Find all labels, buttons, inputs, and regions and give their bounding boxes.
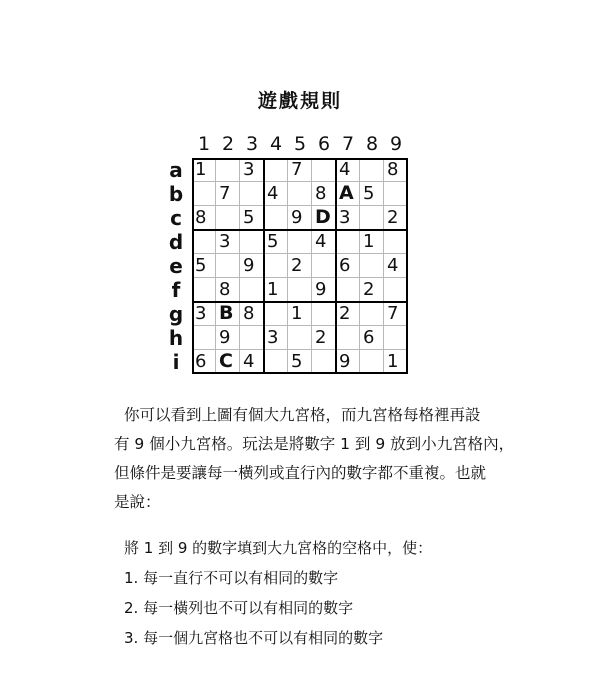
intro-line: 有 9 個小九宮格。玩法是將數字 1 到 9 放到小九宮格內， — [114, 435, 515, 453]
column-label: 7 — [341, 133, 355, 155]
grid-cell: C — [216, 350, 240, 374]
grid-cell: 1 — [384, 350, 408, 374]
grid-cell: 2 — [288, 254, 312, 278]
grid-cell: 8 — [312, 182, 336, 206]
grid-cell — [288, 326, 312, 350]
grid-cell: 9 — [288, 206, 312, 230]
grid-cell — [336, 278, 360, 302]
grid-cell — [240, 326, 264, 350]
grid-cell: 6 — [360, 326, 384, 350]
grid-cell — [192, 182, 216, 206]
grid-cell — [360, 254, 384, 278]
grid-cell: 9 — [312, 278, 336, 302]
grid-cell — [384, 230, 408, 254]
grid-cell: 2 — [360, 278, 384, 302]
row-label: a — [169, 158, 183, 182]
grid-cell — [360, 350, 384, 374]
grid-cell — [312, 158, 336, 182]
grid-cell: 7 — [216, 182, 240, 206]
row-label: i — [172, 350, 180, 374]
grid-cell — [288, 182, 312, 206]
grid-cell: 1 — [192, 158, 216, 182]
grid-cell — [312, 350, 336, 374]
row-label: e — [169, 254, 183, 278]
grid-cell: 6 — [192, 350, 216, 374]
grid-cell — [336, 230, 360, 254]
grid-cell: 4 — [336, 158, 360, 182]
row-label: g — [168, 302, 184, 326]
grid-cell — [384, 278, 408, 302]
grid-cell — [240, 182, 264, 206]
grid-cell — [336, 326, 360, 350]
grid-cell — [384, 182, 408, 206]
grid-cell — [288, 278, 312, 302]
grid-cell — [312, 302, 336, 326]
grid-cell: 3 — [336, 206, 360, 230]
grid-cell — [264, 302, 288, 326]
grid-cell: 1 — [360, 230, 384, 254]
grid-cell: 9 — [216, 326, 240, 350]
column-label: 4 — [269, 133, 283, 155]
grid-cell — [312, 254, 336, 278]
column-label: 6 — [317, 133, 331, 155]
grid-cell — [288, 230, 312, 254]
grid-cell: 3 — [216, 230, 240, 254]
page-title: 遊戲規則 — [257, 90, 342, 112]
row-label: b — [168, 182, 184, 206]
grid-cell: 2 — [312, 326, 336, 350]
column-label: 8 — [365, 133, 379, 155]
grid-cell — [264, 254, 288, 278]
column-label: 1 — [197, 133, 211, 155]
grid-cell — [192, 326, 216, 350]
row-label: f — [171, 278, 181, 302]
grid-cell: 7 — [384, 302, 408, 326]
grid-cell: 7 — [288, 158, 312, 182]
grid-cell: 8 — [240, 302, 264, 326]
sudoku-grid — [192, 158, 408, 374]
grid-cell — [192, 278, 216, 302]
grid-cell: 2 — [336, 302, 360, 326]
grid-cell: 5 — [240, 206, 264, 230]
grid-cell: 9 — [336, 350, 360, 374]
grid-cell: 5 — [360, 182, 384, 206]
grid-cell: 4 — [312, 230, 336, 254]
grid-cell — [360, 206, 384, 230]
grid-cell — [240, 230, 264, 254]
grid-cell: 3 — [240, 158, 264, 182]
grid-cell — [192, 230, 216, 254]
grid-cell: D — [312, 206, 336, 230]
grid-cell: 4 — [264, 182, 288, 206]
grid-cell: 8 — [192, 206, 216, 230]
grid-cell: 3 — [192, 302, 216, 326]
grid-cell: 4 — [384, 254, 408, 278]
grid-cell: 1 — [264, 278, 288, 302]
row-label: h — [168, 326, 184, 350]
intro-line: 但條件是要讓每一橫列或直行內的數字都不重複。也就 — [114, 464, 487, 482]
grid-cell: 5 — [192, 254, 216, 278]
grid-cell: 3 — [264, 326, 288, 350]
row-labels — [164, 158, 188, 374]
grid-cell: 2 — [384, 206, 408, 230]
grid-cell — [360, 158, 384, 182]
column-label: 2 — [221, 133, 235, 155]
rules-intro: 將 1 到 9 的數字填到大九宮格的空格中，使： — [124, 539, 433, 557]
row-label: d — [168, 230, 184, 254]
column-label: 3 — [245, 133, 259, 155]
column-label: 9 — [389, 133, 403, 155]
grid-cell: 6 — [336, 254, 360, 278]
intro-paragraph — [114, 401, 515, 517]
rule-item: 1. 每一直行不可以有相同的數字 — [124, 569, 339, 587]
grid-cell — [360, 302, 384, 326]
column-label: 5 — [293, 133, 307, 155]
grid-cell: 8 — [216, 278, 240, 302]
grid-cell — [240, 278, 264, 302]
row-label: c — [170, 206, 182, 230]
grid-cell — [216, 206, 240, 230]
grid-cell — [216, 254, 240, 278]
grid-cell: 1 — [288, 302, 312, 326]
grid-cell: 5 — [288, 350, 312, 374]
rule-item: 3. 每一個九宮格也不可以有相同的數字 — [124, 629, 384, 647]
grid-cell — [264, 206, 288, 230]
grid-cell: 4 — [240, 350, 264, 374]
grid-cell — [264, 158, 288, 182]
intro-line: 是說： — [114, 493, 161, 511]
rule-item: 2. 每一橫列也不可以有相同的數字 — [124, 599, 354, 617]
rules-list — [114, 533, 432, 653]
column-labels — [192, 133, 408, 157]
grid-cell: 5 — [264, 230, 288, 254]
grid-cell: 9 — [240, 254, 264, 278]
grid-cell: A — [336, 182, 360, 206]
grid-cell: 8 — [384, 158, 408, 182]
grid-cell: B — [216, 302, 240, 326]
grid-cell — [216, 158, 240, 182]
grid-cell — [384, 326, 408, 350]
intro-line: 你可以看到上圖有個大九宮格，而九宮格每格裡再設 — [124, 406, 481, 424]
grid-cell — [264, 350, 288, 374]
